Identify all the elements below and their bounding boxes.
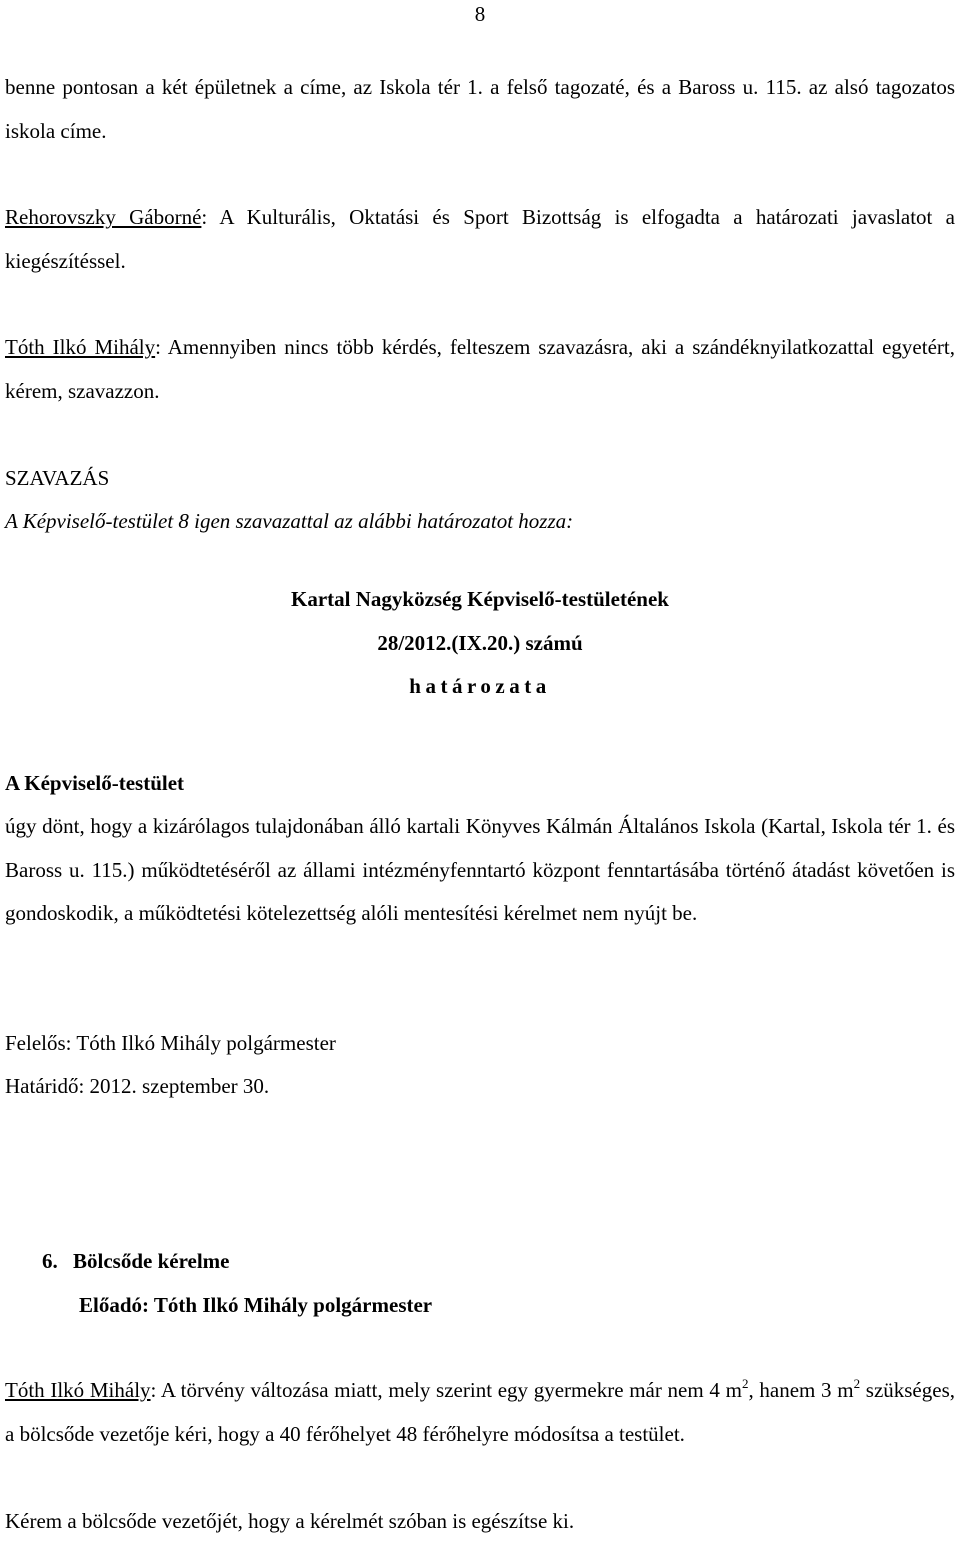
speaker-name: Tóth Ilkó Mihály [5,1378,151,1402]
speaker-name: Tóth Ilkó Mihály [5,335,156,359]
vote-result: A Képviselő-testület 8 igen szavazattal az alábbi határozatot hozza: [5,509,574,533]
decision-text: úgy dönt, hogy a kizárólagos tulajdonában álló kartali Könyves Kálmán Általános Iskola (Kartal, Iskola tér 1. és Baross u. 115.) működtetéséről az állami intézményfenntartó központ fenntartásába történő átadást követően is gondoskodik, a működtetési kötelezettség alóli mentesítési kérelmet nem nyújt be. [5,814,955,925]
paragraph-rehorovszky [5,196,955,283]
vote-heading: SZAVAZÁS [5,466,110,490]
paragraph-toth-nursery [5,1369,955,1456]
superscript-two: 2 [853,1376,861,1391]
closing-request: Kérem a bölcsőde vezetőjét, hogy a kérelmét szóban is egészítse ki. [5,1509,575,1533]
resolution-word: határozata [409,674,551,698]
statement-text: szükséges, a bölcsőde vezetője kéri, hogy a 40 férőhelyet 48 férőhelyre módosítsa a testület. [5,1378,956,1446]
statement-text: , hanem 3 m [748,1378,854,1402]
resolution-number: 28/2012.(IX.20.) számú [377,631,583,655]
deadline-line: Határidő: 2012. szeptember 30. [5,1074,270,1098]
agenda-number: 6. [42,1249,58,1273]
statement-text: : Amennyiben nincs több kérdés, felteszem szavazásra, aki a szándéknyilatkozattal egyetért, kérem, szavazzon. [5,335,955,403]
superscript-two: 2 [741,1376,749,1391]
paragraph-toth-vote-call [5,326,955,413]
statement-text: : A törvény változása miatt, mely szerint egy gyermekre már nem 4 m [150,1378,742,1402]
responsible-line: Felelős: Tóth Ilkó Mihály polgármester [5,1031,336,1055]
speaker-name: Rehorovszky Gáborné [5,205,202,229]
agenda-presenter: Előadó: Tóth Ilkó Mihály polgármester [79,1293,433,1317]
intro-paragraph: benne pontosan a két épületnek a címe, az Iskola tér 1. a felső tagozaté, és a Baross u. 115. az alsó tagozatos iskola címe. [5,75,955,143]
decision-subject: A Képviselő-testület [5,771,185,795]
resolution-line-1: Kartal Nagyközség Képviselő-testületének [291,587,669,611]
page-number: 8 [474,2,486,26]
statement-text: : A Kulturális, Oktatási és Sport Bizottság is elfogadta a határozati javaslatot a kiegészítéssel. [5,205,955,273]
agenda-title: Bölcsőde kérelme [73,1249,230,1273]
agenda-item-title [42,1240,842,1284]
